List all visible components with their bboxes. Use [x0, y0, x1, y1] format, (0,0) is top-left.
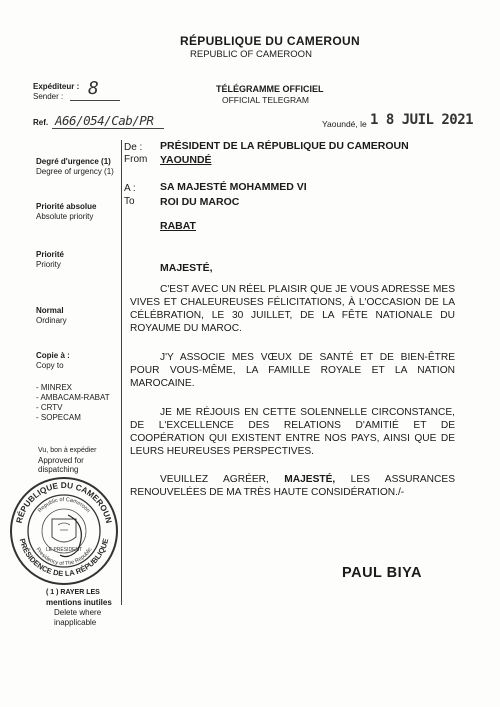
- sender-label-en: Sender :: [33, 92, 64, 101]
- closing-part-a: VEUILLEZ AGRÉER,: [160, 474, 269, 485]
- urgency-label-en: Degree of urgency (1): [36, 167, 114, 176]
- signature-name: PAUL BIYA: [342, 565, 422, 581]
- copy-to-en: Copy to: [36, 361, 64, 370]
- seal-inner-bottom-text: Presidency of The Republic: [34, 546, 94, 568]
- closing-paragraph: [130, 473, 455, 499]
- copy-recipient: - MINREX: [36, 383, 72, 392]
- to-line-3: RABAT: [160, 220, 196, 232]
- telegram-title-fr: TÉLÉGRAMME OFFICIEL: [216, 84, 324, 94]
- seal-outer-top-text: RÉPUBLIQUE DU CAMEROUN: [13, 480, 115, 525]
- presidential-seal-stamp: [8, 475, 120, 587]
- from-line-1: PRÉSIDENT DE LA RÉPUBLIQUE DU CAMEROUN: [160, 140, 409, 152]
- paragraph-3: [130, 406, 455, 458]
- absolute-priority-en: Absolute priority: [36, 212, 94, 221]
- paragraph-1: [130, 283, 455, 335]
- paragraph-1-text: C'EST AVEC UN RÉEL PLAISIR QUE JE VOUS ADRESSE MES VIVES ET CHALEUREUSES FÉLICITATIONS, À L'OCCASION DE LA CÉLÉBRATION, LE 30 JUILLET, DE LA FÊTE NATIONALE DU ROYAUME DU MAROC.: [130, 284, 455, 334]
- from-label-en: From: [124, 154, 148, 165]
- absolute-priority-fr: Priorité absolue: [36, 202, 97, 211]
- paragraph-3-text: JE ME RÉJOUIS EN CETTE SOLENNELLE CIRCONSTANCE, DE L'EXCELLENCE DES RELATIONS D'AMITIÉ ET DE COOPÉRATION QUI EXISTENT ENTRE NOS PAYS, AINSI QUE DE LEURS HEUREUSES PERSPECTIVES.: [130, 407, 455, 457]
- footnote-line-4: inapplicable: [54, 618, 97, 627]
- date-prefix: Yaoundé, le: [322, 119, 367, 129]
- footnote-line-3: Delete where: [54, 608, 102, 617]
- telegram-title-en: OFFICIAL TELEGRAM: [222, 95, 309, 105]
- republic-title-fr: RÉPUBLIQUE DU CAMEROUN: [180, 34, 360, 48]
- approved-label-en-1: Approved for: [38, 456, 84, 465]
- ref-underline: [52, 128, 164, 129]
- footnote-line-2: mentions inutiles: [46, 598, 112, 607]
- footnote-line-1: ( 1 ) RAYER LES: [46, 589, 100, 596]
- sender-label-fr: Expéditeur :: [33, 82, 80, 91]
- salutation: MAJESTÉ,: [160, 262, 213, 274]
- to-line-2: ROI DU MAROC: [160, 196, 240, 208]
- to-line-1: SA MAJESTÉ MOHAMMED VI: [160, 181, 307, 193]
- copy-to-fr: Copie à :: [36, 351, 70, 360]
- closing-text: [130, 473, 455, 499]
- approved-label-en-2: dispatching: [38, 465, 79, 474]
- seal-inner-top-text: Republic of Cameroon: [37, 496, 91, 515]
- from-label-fr: De :: [124, 142, 143, 153]
- to-label-fr: A :: [124, 183, 136, 194]
- normal-en: Ordinary: [36, 316, 67, 325]
- ref-value: A66/054/Cab/PR: [55, 113, 154, 128]
- copy-recipient: - SOPECAM: [36, 413, 81, 422]
- sender-underline: [70, 100, 120, 101]
- sender-value: 8: [88, 78, 99, 99]
- closing-part-b: MAJESTÉ,: [284, 474, 336, 485]
- urgency-label-fr: Degré d'urgence (1): [36, 157, 111, 166]
- seal-center-text: LE PRÉSIDENT: [45, 547, 83, 553]
- priority-fr: Priorité: [36, 250, 65, 259]
- from-line-2: YAOUNDÉ: [160, 154, 212, 166]
- approved-label-fr: Vu, bon à expédier: [38, 447, 97, 454]
- paragraph-2-text: J'Y ASSOCIE MES VŒUX DE SANTÉ ET DE BIEN-ÊTRE POUR VOUS-MÊME, LA FAMILLE ROYALE ET LA NATION MAROCAINE.: [130, 352, 455, 389]
- priority-en: Priority: [36, 260, 61, 269]
- seal-outer-bottom-text: PRÉSIDENCE DE LA RÉPUBLIQUE: [17, 537, 111, 579]
- date-stamp: 1 8 JUIL 2021: [370, 112, 474, 128]
- copy-recipient: - AMBACAM-RABAT: [36, 393, 110, 402]
- to-label-en: To: [124, 196, 135, 207]
- ref-label: Ref.: [33, 118, 49, 127]
- copy-recipient: - CRTV: [36, 403, 63, 412]
- normal-fr: Normal: [36, 306, 64, 315]
- paragraph-2: [130, 351, 455, 390]
- closing-part-c: LES ASSURANCES RENOUVELÉES DE MA TRÈS HAUTE CONSIDÉRATION./-: [130, 474, 455, 498]
- republic-title-en: REPUBLIC OF CAMEROON: [190, 49, 312, 60]
- column-divider: [121, 140, 122, 605]
